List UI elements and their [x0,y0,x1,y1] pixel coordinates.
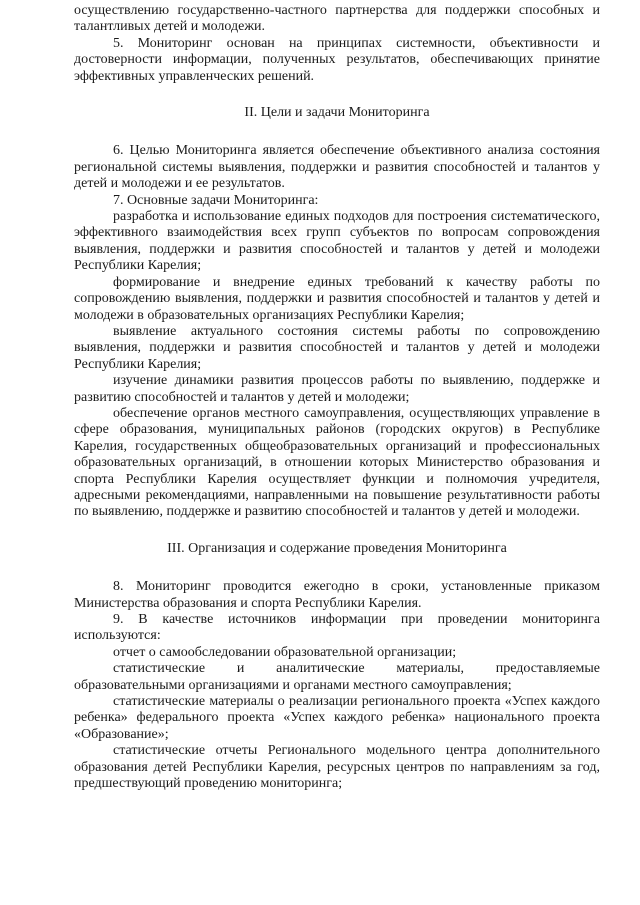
source-item-2: статистические и аналитические материалы, предоставляемые образовательными организациями и органами местного самоуправления; [74,661,600,693]
paragraph-item-7: 7. Основные задачи Мониторинга: [113,192,319,208]
section-2-heading: II. Цели и задачи Мониторинга [244,105,430,121]
task-item-1: разработка и использование единых подходов для построения систематического, эффективного взаимодействия всех групп субъектов по вопросам сопровождения выявления, поддержки и развития способностей и талантов у детей и молодежи Республики Карелия; [74,209,600,274]
source-item-1: отчет о самообследовании образовательной организации; [113,644,457,660]
task-item-4: изучение динамики развития процессов работы по выявлению, поддержке и развитию способностей и талантов у детей и молодежи; [74,373,600,405]
paragraph-item-6: 6. Целью Мониторинга является обеспечение объективного анализа состояния региональной системы выявления, поддержки и развития способностей и талантов у детей и молодежи и ее результатов. [74,143,600,192]
paragraph-item-8: 8. Мониторинг проводится ежегодно в сроки, установленные приказом Министерства образования и спорта Республики Карелия. [74,579,600,611]
paragraph-item-9: 9. В качестве источников информации при проведении мониторинга используются: [74,612,600,644]
task-item-5: обеспечение органов местного самоуправления, осуществляющих управление в сфере образования, муниципальных районов (городских округов) в Республике Карелия, государственных общеобразовательных организаций и профессиональных образовательных организаций, в отношении которых Министерство образования и спорта Республики Карелия осуществляет функции и полномочия учредителя, адресными рекомендациями, направленными на повышение результативности работы по выявлению, поддержке и развитию способностей и талантов у детей и молодежи. [74,405,600,520]
paragraph-continuation: осуществлению государственно-частного партнерства для поддержки способных и талантливых детей и молодежи. [74,3,600,35]
paragraph-item-5: 5. Мониторинг основан на принципах системности, объективности и достоверности информации, полученных результатов, обеспечивающих принятие эффективных управленческих решений. [74,35,600,84]
section-3-heading: III. Организация и содержание проведения Мониторинга [167,540,507,556]
task-item-3: выявление актуального состояния системы работы по сопровождению выявления, поддержки и развития способностей и талантов у детей и молодежи Республики Карелия; [74,323,600,372]
source-item-3: статистические материалы о реализации регионального проекта «Успех каждого ребенка» федерального проекта «Успех каждого ребенка» национального проекта «Образование»; [74,694,600,742]
source-item-4: статистические отчеты Регионального модельного центра дополнительного образования детей Республики Карелия, ресурсных центров по направлениям за год, предшествующий проведению мониторинга; [74,743,600,792]
task-item-2: формирование и внедрение единых требований к качеству работы по сопровождению выявления, поддержки и развития способностей и талантов у детей и молодежи в образовательных организациях Республики Карелия; [74,274,600,323]
